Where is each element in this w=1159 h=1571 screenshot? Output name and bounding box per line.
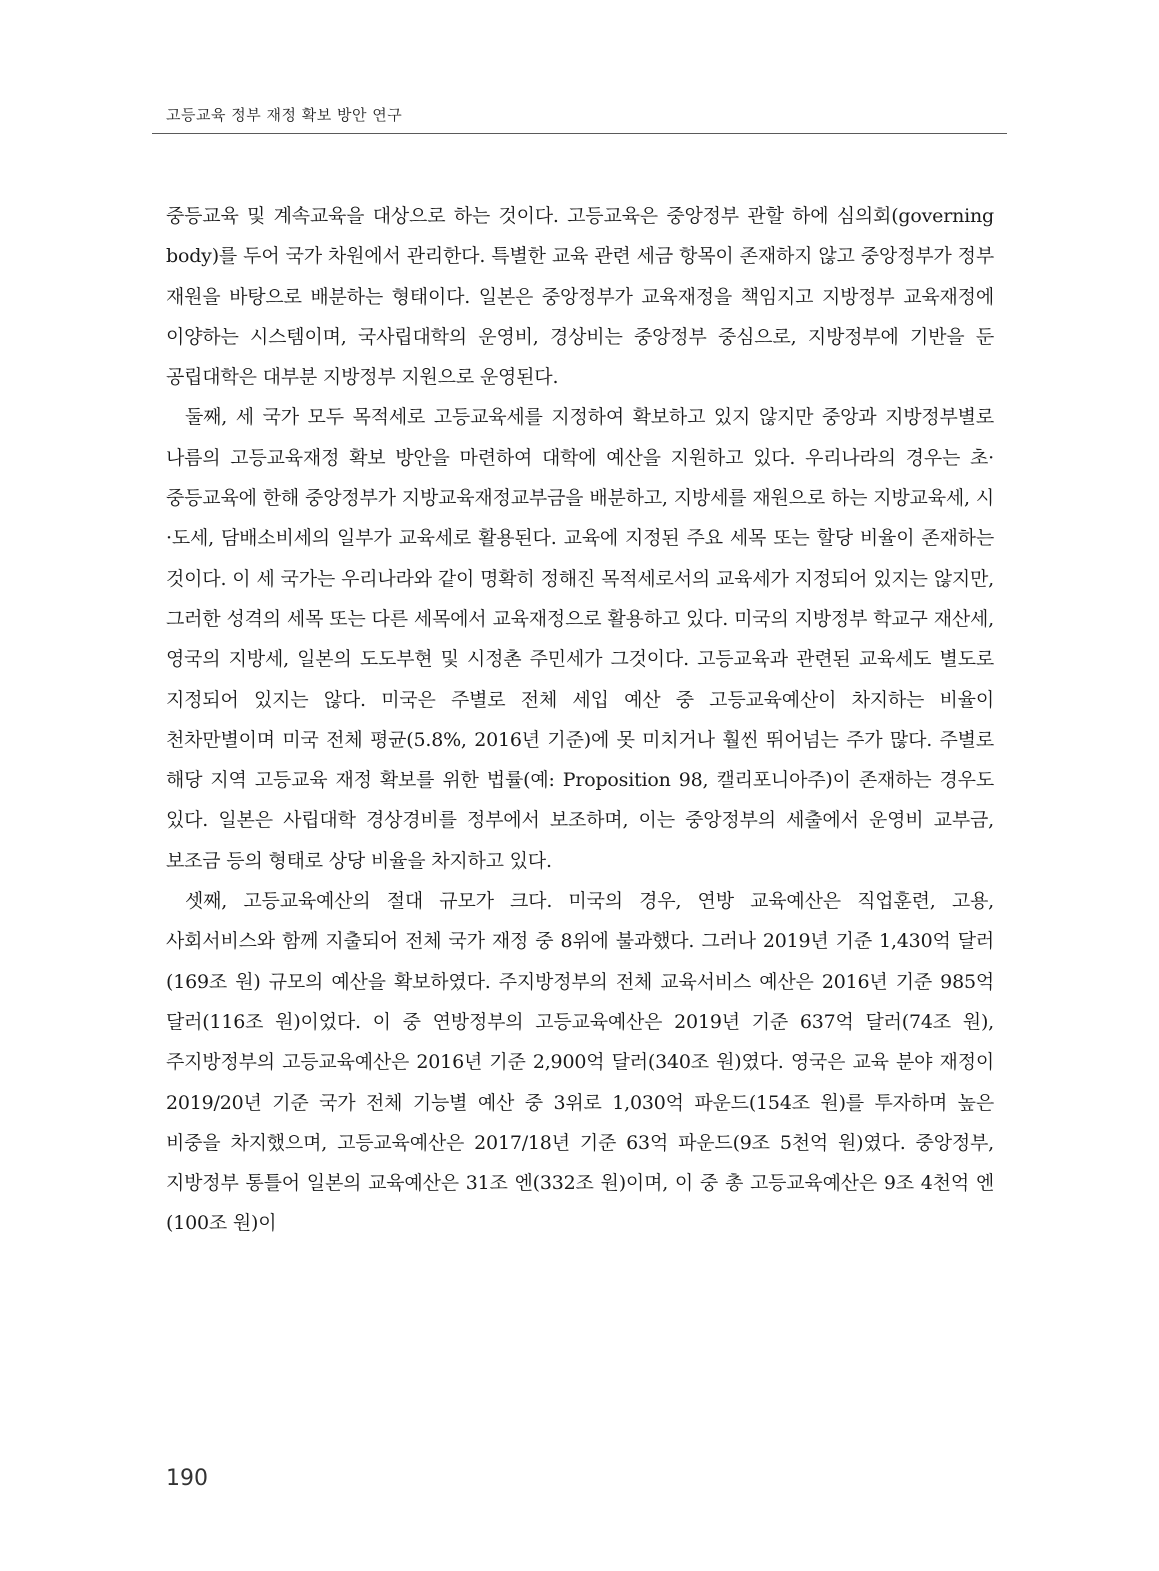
paragraph-2: 둘째, 세 국가 모두 목적세로 고등교육세를 지정하여 확보하고 있지 않지만 중앙과 지방정부별로 나름의 고등교육재정 확보 방안을 마련하여 대학에 예산을 지원하고 있다. 우리나라의 경우는 초·중등교육에 한해 중앙정부가 지방교육재정교부금을 배분하고, 지방세를 재원으로 하는 지방교육세, 시·도세, 담배소비세의 일부가 교육세로 활용된다. 교육에 지정된 주요 세목 또는 할당 비율이 존재하는 것이다. 이 세 국가는 우리나라와 같이 명확히 정해진 목적세로서의 교육세가 지정되어 있지는 않지만, 그러한 성격의 세목 또는 다른 세목에서 교육재정으로 활용하고 있다. 미국의 지방정부 학교구 재산세, 영국의 지방세, 일본의 도도부현 및 시정촌 주민세가 그것이다. 고등교육과 관련된 교육세도 별도로 지정되어 있지는 않다. 미국은 주별로 전체 세입 예산 중 고등교육예산이 차지하는 비율이 천차만별이며 미국 전체 평균(5.8%, 2016년 기준)에 못 미치거나 훨씬 뛰어넘는 주가 많다. 주별로 해당 지역 고등교육 재정 확보를 위한 법률(예: Proposition 98, 캘리포니아주)이 존재하는 경우도 있다. 일본은 사립대학 경상경비를 정부에서 보조하며, 이는 중앙정부의 세출에서 운영비 교부금, 보조금 등의 형태로 상당 비율을 차지하고 있다.	[166, 406, 994, 872]
paragraph-1: 중등교육 및 계속교육을 대상으로 하는 것이다. 고등교육은 중앙정부 관할 하에 심의회(governing body)를 두어 국가 차원에서 관리한다. 특별한 교육 관련 세금 항목이 존재하지 않고 중앙정부가 정부 재원을 바탕으로 배분하는 형태이다. 일본은 중앙정부가 교육재정을 책임지고 지방정부 교육재정에 이양하는 시스템이며, 국사립대학의 운영비, 경상비는 중앙정부 중심으로, 지방정부에 기반을 둔 공립대학은 대부분 지방정부 지원으로 운영된다.	[166, 205, 994, 389]
page-number: 190	[166, 1466, 208, 1491]
paragraph-3: 셋째, 고등교육예산의 절대 규모가 크다. 미국의 경우, 연방 교육예산은 직업훈련, 고용, 사회서비스와 함께 지출되어 전체 국가 재정 중 8위에 불과했다. 그러나 2019년 기준 1,430억 달러(169조 원) 규모의 예산을 확보하였다. 주지방정부의 전체 교육서비스 예산은 2016년 기준 985억 달러(116조 원)이었다. 이 중 연방정부의 고등교육예산은 2019년 기준 637억 달러(74조 원), 주지방정부의 고등교육예산은 2016년 기준 2,900억 달러(340조 원)였다. 영국은 교육 분야 재정이 2019/20년 기준 국가 전체 기능별 예산 중 3위로 1,030억 파운드(154조 원)를 투자하며 높은 비중을 차지했으며, 고등교육예산은 2017/18년 기준 63억 파운드(9조 5천억 원)였다. 중앙정부, 지방정부 통틀어 일본의 교육예산은 31조 엔(332조 원)이며, 이 중 총 고등교육예산은 9조 4천억 엔(100조 원)이	[166, 890, 994, 1235]
header-rule	[152, 133, 1007, 134]
body-text	[166, 196, 994, 1244]
running-header: 고등교육 정부 재정 확보 방안 연구	[166, 106, 403, 124]
